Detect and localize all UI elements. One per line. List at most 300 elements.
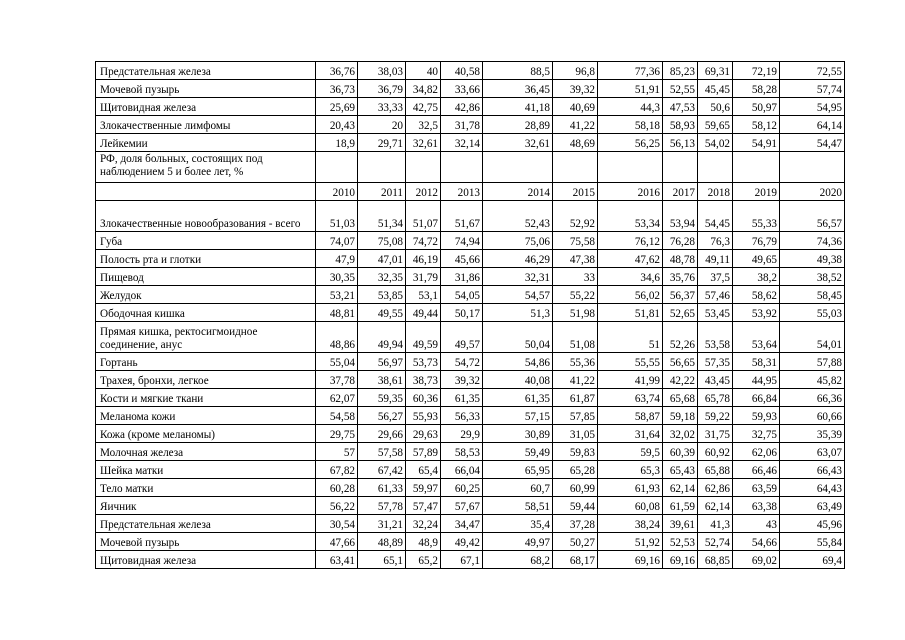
value-cell: 42,22 [663,371,698,389]
value-cell: 54,66 [733,533,780,551]
value-cell: 55,84 [780,533,845,551]
value-cell: 54,05 [441,286,483,304]
value-cell: 53,58 [698,322,733,353]
value-cell [733,152,780,183]
value-cell: 68,2 [483,551,553,569]
value-cell: 33,66 [441,80,483,98]
value-cell: 31,86 [441,268,483,286]
value-cell: 53,45 [698,304,733,322]
value-cell [406,152,441,183]
value-cell: 49,59 [406,322,441,353]
value-cell: 65,1 [358,551,406,569]
value-cell: 51,34 [358,201,406,232]
value-cell: 59,5 [598,443,663,461]
value-cell: 66,43 [780,461,845,479]
value-cell: 58,51 [483,497,553,515]
value-cell: 59,22 [698,407,733,425]
value-cell [698,152,733,183]
value-cell: 49,65 [733,250,780,268]
value-cell: 52,26 [663,322,698,353]
value-cell: 46,29 [483,250,553,268]
value-cell: 65,43 [663,461,698,479]
value-cell: 49,42 [441,533,483,551]
value-cell: 54,86 [483,353,553,371]
value-cell: 63,41 [316,551,358,569]
value-cell: 34,6 [598,268,663,286]
value-cell: 76,79 [733,232,780,250]
value-cell: 58,87 [598,407,663,425]
value-cell: 52,65 [663,304,698,322]
value-cell: 65,2 [406,551,441,569]
value-cell: 57,78 [358,497,406,515]
value-cell: 68,17 [553,551,598,569]
value-cell: 63,07 [780,443,845,461]
value-cell: 51,91 [598,80,663,98]
value-cell: 53,64 [733,322,780,353]
value-cell: 66,04 [441,461,483,479]
year-header-row [96,183,845,201]
value-cell: 62,14 [663,479,698,497]
value-cell: 28,89 [483,116,553,134]
value-cell: 55,04 [316,353,358,371]
value-cell: 63,38 [733,497,780,515]
value-cell: 32,31 [483,268,553,286]
value-cell: 65,4 [406,461,441,479]
value-cell: 47,01 [358,250,406,268]
table-row [96,551,845,569]
value-cell: 50,97 [733,98,780,116]
value-cell: 31,21 [358,515,406,533]
table-row [96,497,845,515]
value-cell: 74,94 [441,232,483,250]
value-cell: 31,64 [598,425,663,443]
value-cell: 41,99 [598,371,663,389]
value-cell: 54,58 [316,407,358,425]
value-cell: 52,53 [663,533,698,551]
value-cell: 61,59 [663,497,698,515]
section-heading-row [96,152,845,183]
value-cell: 54,47 [780,134,845,152]
value-cell: 55,33 [733,201,780,232]
value-cell: 38,2 [733,268,780,286]
year-cell: 2017 [663,183,698,201]
value-cell: 75,58 [553,232,598,250]
value-cell: 56,97 [358,353,406,371]
section-title: РФ, доля больных, состоящих под наблюдением 5 и более лет, % [96,152,316,183]
row-label: Тело матки [96,479,316,497]
value-cell: 43 [733,515,780,533]
year-cell: 2020 [780,183,845,201]
value-cell: 72,19 [733,62,780,80]
value-cell: 76,12 [598,232,663,250]
value-cell: 49,57 [441,322,483,353]
table-row [96,533,845,551]
value-cell: 51,67 [441,201,483,232]
value-cell: 31,78 [441,116,483,134]
value-cell: 55,36 [553,353,598,371]
value-cell: 30,89 [483,425,553,443]
row-label: Ободочная кишка [96,304,316,322]
value-cell: 60,66 [780,407,845,425]
value-cell: 55,55 [598,353,663,371]
value-cell: 61,87 [553,389,598,407]
value-cell: 34,47 [441,515,483,533]
value-cell: 65,88 [698,461,733,479]
value-cell: 43,45 [698,371,733,389]
value-cell: 50,6 [698,98,733,116]
value-cell: 47,62 [598,250,663,268]
value-cell: 57,67 [441,497,483,515]
value-cell: 47,53 [663,98,698,116]
value-cell: 38,24 [598,515,663,533]
value-cell: 37,28 [553,515,598,533]
value-cell: 61,93 [598,479,663,497]
value-cell: 52,43 [483,201,553,232]
table-row [96,353,845,371]
value-cell: 32,14 [441,134,483,152]
value-cell: 63,49 [780,497,845,515]
value-cell: 63,74 [598,389,663,407]
value-cell: 54,02 [698,134,733,152]
value-cell: 53,85 [358,286,406,304]
value-cell: 44,95 [733,371,780,389]
value-cell: 39,32 [441,371,483,389]
value-cell: 61,35 [441,389,483,407]
value-cell: 48,89 [358,533,406,551]
value-cell [598,152,663,183]
value-cell: 66,46 [733,461,780,479]
table-row [96,371,845,389]
value-cell: 18,9 [316,134,358,152]
value-cell: 56,33 [441,407,483,425]
value-cell: 69,02 [733,551,780,569]
value-cell: 56,65 [663,353,698,371]
value-cell [316,152,358,183]
table-row [96,461,845,479]
table-row [96,407,845,425]
value-cell: 54,95 [780,98,845,116]
statistics-table [95,61,845,569]
value-cell: 48,69 [553,134,598,152]
value-cell: 59,35 [358,389,406,407]
value-cell: 57,88 [780,353,845,371]
value-cell: 58,12 [733,116,780,134]
value-cell: 51,92 [598,533,663,551]
value-cell: 37,78 [316,371,358,389]
value-cell: 49,38 [780,250,845,268]
value-cell: 67,42 [358,461,406,479]
value-cell: 46,19 [406,250,441,268]
value-cell: 60,36 [406,389,441,407]
value-cell: 29,9 [441,425,483,443]
value-cell: 63,59 [733,479,780,497]
value-cell: 67,82 [316,461,358,479]
value-cell: 31,75 [698,425,733,443]
value-cell: 60,92 [698,443,733,461]
value-cell: 88,5 [483,62,553,80]
value-cell: 51,81 [598,304,663,322]
value-cell: 61,33 [358,479,406,497]
value-cell: 65,28 [553,461,598,479]
row-label: Злокачественные новообразования - всего [96,201,316,232]
value-cell: 69,4 [780,551,845,569]
value-cell: 57,74 [780,80,845,98]
value-cell: 59,44 [553,497,598,515]
table-row [96,268,845,286]
row-label: Злокачественные лимфомы [96,116,316,134]
value-cell: 58,45 [780,286,845,304]
value-cell: 53,34 [598,201,663,232]
value-cell: 65,78 [698,389,733,407]
value-cell: 32,61 [483,134,553,152]
value-cell: 41,18 [483,98,553,116]
year-cell: 2012 [406,183,441,201]
value-cell: 40 [406,62,441,80]
row-label: Гортань [96,353,316,371]
value-cell: 57,47 [406,497,441,515]
value-cell: 40,08 [483,371,553,389]
value-cell: 65,95 [483,461,553,479]
value-cell: 49,55 [358,304,406,322]
value-cell: 45,45 [698,80,733,98]
value-cell: 44,3 [598,98,663,116]
row-label: Яичник [96,497,316,515]
value-cell: 67,1 [441,551,483,569]
value-cell: 36,45 [483,80,553,98]
year-cell: 2019 [733,183,780,201]
value-cell: 45,66 [441,250,483,268]
row-label: Меланома кожи [96,407,316,425]
value-cell: 66,84 [733,389,780,407]
value-cell: 65,68 [663,389,698,407]
value-cell: 59,49 [483,443,553,461]
table-row [96,286,845,304]
value-cell: 36,79 [358,80,406,98]
table-row [96,98,845,116]
value-cell: 48,9 [406,533,441,551]
value-cell: 47,66 [316,533,358,551]
value-cell: 57,58 [358,443,406,461]
value-cell: 74,07 [316,232,358,250]
value-cell: 30,54 [316,515,358,533]
value-cell: 72,55 [780,62,845,80]
value-cell: 47,38 [553,250,598,268]
value-cell: 51,07 [406,201,441,232]
value-cell: 51,3 [483,304,553,322]
value-cell: 77,36 [598,62,663,80]
value-cell: 55,93 [406,407,441,425]
value-cell: 49,44 [406,304,441,322]
value-cell: 55,03 [780,304,845,322]
value-cell: 49,97 [483,533,553,551]
value-cell: 51,03 [316,201,358,232]
table-row [96,232,845,250]
value-cell: 58,31 [733,353,780,371]
row-label: Мочевой пузырь [96,533,316,551]
value-cell: 52,74 [698,533,733,551]
value-cell: 51,08 [553,322,598,353]
value-cell: 60,99 [553,479,598,497]
value-cell: 33,33 [358,98,406,116]
value-cell [780,152,845,183]
value-cell: 32,24 [406,515,441,533]
value-cell: 57,46 [698,286,733,304]
value-cell: 75,08 [358,232,406,250]
value-cell [358,152,406,183]
row-label: Полость рта и глотки [96,250,316,268]
row-label: Предстательная железа [96,62,316,80]
value-cell: 56,37 [663,286,698,304]
value-cell: 60,25 [441,479,483,497]
table-row [96,62,845,80]
value-cell: 20 [358,116,406,134]
year-cell: 2011 [358,183,406,201]
row-label: Шейка матки [96,461,316,479]
value-cell: 36,76 [316,62,358,80]
value-cell: 45,82 [780,371,845,389]
value-cell: 62,86 [698,479,733,497]
value-cell: 45,96 [780,515,845,533]
value-cell: 59,83 [553,443,598,461]
table-row [96,80,845,98]
value-cell: 32,61 [406,134,441,152]
value-cell: 58,28 [733,80,780,98]
value-cell: 35,4 [483,515,553,533]
row-label: Щитовидная железа [96,98,316,116]
value-cell: 32,35 [358,268,406,286]
value-cell: 64,14 [780,116,845,134]
value-cell: 76,3 [698,232,733,250]
table-row [96,304,845,322]
value-cell: 37,5 [698,268,733,286]
value-cell: 51,98 [553,304,598,322]
value-cell: 35,76 [663,268,698,286]
value-cell: 32,02 [663,425,698,443]
value-cell: 55,22 [553,286,598,304]
row-label: Щитовидная железа [96,551,316,569]
value-cell: 39,32 [553,80,598,98]
row-label [96,183,316,201]
value-cell: 54,45 [698,201,733,232]
value-cell: 57,15 [483,407,553,425]
value-cell: 36,73 [316,80,358,98]
row-label: Губа [96,232,316,250]
year-cell: 2015 [553,183,598,201]
value-cell: 69,16 [598,551,663,569]
table-row [96,479,845,497]
table-row [96,250,845,268]
value-cell: 48,78 [663,250,698,268]
value-cell: 75,06 [483,232,553,250]
value-cell: 85,23 [663,62,698,80]
table-row [96,134,845,152]
value-cell: 53,21 [316,286,358,304]
value-cell: 62,07 [316,389,358,407]
value-cell [663,152,698,183]
value-cell: 50,04 [483,322,553,353]
value-cell: 29,75 [316,425,358,443]
value-cell: 51 [598,322,663,353]
table-body [96,62,845,569]
value-cell: 39,61 [663,515,698,533]
value-cell: 49,94 [358,322,406,353]
value-cell: 41,22 [553,371,598,389]
table-row [96,389,845,407]
year-cell: 2014 [483,183,553,201]
row-label: Молочная железа [96,443,316,461]
value-cell: 29,66 [358,425,406,443]
row-label: Кости и мягкие ткани [96,389,316,407]
value-cell: 64,43 [780,479,845,497]
value-cell: 30,35 [316,268,358,286]
value-cell: 57 [316,443,358,461]
table-row [96,116,845,134]
value-cell: 96,8 [553,62,598,80]
value-cell: 31,05 [553,425,598,443]
value-cell: 53,94 [663,201,698,232]
value-cell: 68,85 [698,551,733,569]
value-cell: 53,73 [406,353,441,371]
row-label: Предстательная железа [96,515,316,533]
value-cell: 25,69 [316,98,358,116]
row-label: Прямая кишка, ректосигмоидное соединение, анус [96,322,316,353]
value-cell: 58,93 [663,116,698,134]
value-cell: 49,11 [698,250,733,268]
value-cell: 38,73 [406,371,441,389]
value-cell: 59,18 [663,407,698,425]
value-cell: 58,62 [733,286,780,304]
value-cell: 56,27 [358,407,406,425]
value-cell: 31,79 [406,268,441,286]
value-cell: 60,28 [316,479,358,497]
value-cell: 50,17 [441,304,483,322]
value-cell: 62,14 [698,497,733,515]
value-cell: 42,75 [406,98,441,116]
value-cell: 40,69 [553,98,598,116]
value-cell: 57,89 [406,443,441,461]
value-cell: 59,65 [698,116,733,134]
value-cell: 56,02 [598,286,663,304]
table-row [96,515,845,533]
value-cell: 42,86 [441,98,483,116]
year-cell: 2010 [316,183,358,201]
value-cell: 56,57 [780,201,845,232]
table-row [96,443,845,461]
table-row [96,425,845,443]
value-cell: 66,36 [780,389,845,407]
value-cell: 48,81 [316,304,358,322]
value-cell: 60,7 [483,479,553,497]
value-cell: 52,55 [663,80,698,98]
value-cell: 59,97 [406,479,441,497]
value-cell: 56,25 [598,134,663,152]
value-cell: 54,72 [441,353,483,371]
value-cell: 48,86 [316,322,358,353]
value-cell: 38,03 [358,62,406,80]
value-cell: 32,75 [733,425,780,443]
value-cell: 52,92 [553,201,598,232]
row-label: Мочевой пузырь [96,80,316,98]
year-cell: 2018 [698,183,733,201]
value-cell: 20,43 [316,116,358,134]
value-cell: 69,31 [698,62,733,80]
value-cell: 58,53 [441,443,483,461]
value-cell: 54,01 [780,322,845,353]
year-cell: 2013 [441,183,483,201]
value-cell: 59,93 [733,407,780,425]
value-cell: 56,22 [316,497,358,515]
value-cell: 54,91 [733,134,780,152]
